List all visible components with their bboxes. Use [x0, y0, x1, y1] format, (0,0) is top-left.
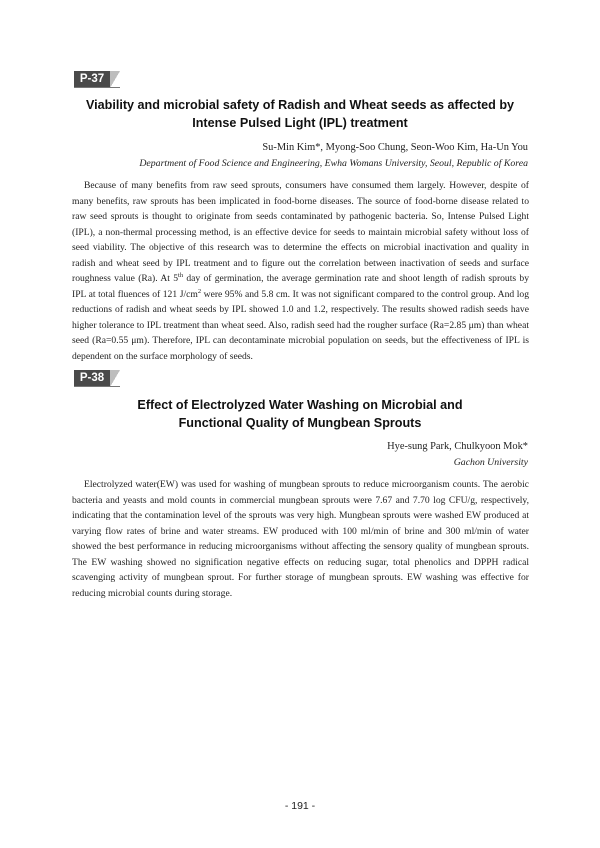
badge-label: P-37: [74, 71, 110, 88]
authors-p37: Su-Min Kim*, Myong-Soo Chung, Seon-Woo Kim, Ha-Un You: [262, 142, 528, 153]
superscript-th: th: [178, 271, 184, 279]
article-badge-p38: [74, 370, 120, 387]
title-line-2: Intense Pulsed Light (IPL) treatment: [192, 116, 408, 130]
article-badge-p37: [74, 71, 120, 88]
title-line-1: Viability and microbial safety of Radish and Wheat seeds as affected by: [85, 98, 515, 112]
abstract-text-3: were 95% and 5.8 cm. It was not significant compared to the control group. And log reductions of radish and wheat seeds by IPL showed 1.0 and 1.2, respectively. The results showed radish seeds have higher tolerance to IPL treatment than wheat seed. Also, radish seed had the rougher surface (Ra=2.85 μm) than wheat seed (Ra=0.55 μm). Therefore, IPL can decontaminate microbial population on seeds, but the effectiveness of IPL is dependent on the surface morphology of seeds.: [72, 288, 529, 362]
badge-decoration: [110, 71, 120, 88]
affiliation-p38: Gachon University: [453, 457, 528, 468]
badge-underline: [74, 87, 120, 88]
affiliation-p37: Department of Food Science and Engineering, Ewha Womans University, Seoul, Republic of Korea: [139, 158, 528, 169]
superscript-2: 2: [197, 287, 202, 295]
article-title-p37: [60, 96, 540, 132]
title-line-1: Effect of Electrolyzed Water Washing on Microbial and: [137, 398, 463, 412]
badge-label: P-38: [74, 370, 110, 387]
abstract-text-1: Because of many benefits from raw seed sprouts, consumers have consumed them largely. However, despite of many benefits, raw sprouts has been implicated in food-borne diseases. The source of food-borne disease related to raw seed sprouts is thought to originate from seeds contaminated by pathogenic bacteria. So, Intense Pulsed Light (IPL), a non-thermal processing method, is an effective device for seeds to maintain microbial safety without loss of seed viability. The objective of this research was to determine the effects on microbial inactivation and quality in radish and wheat seed by IPL treatment and to figure out the correlation between inactivation of seeds and surface roughness value (Ra). At 5: [72, 180, 529, 284]
badge-decoration: [110, 370, 120, 387]
page-number: - 191 -: [284, 800, 316, 812]
abstract-p37: [72, 178, 529, 364]
authors-p38: Hye-sung Park, Chulkyoon Mok*: [387, 441, 528, 452]
title-line-2: Functional Quality of Mungbean Sprouts: [178, 416, 422, 430]
abstract-text-2: day of germination, the average germination rate and shoot length of radish sprouts by IPL at total fluences of 121 J/cm: [72, 273, 529, 300]
badge-underline: [74, 386, 120, 387]
abstract-text: Electrolyzed water(EW) was used for washing of mungbean sprouts to reduce microorganism counts. The aerobic bacteria and yeasts and mold counts in commercial mungbean sprouts were 7.67 and 7.70 log CFU/g, respectively, indicating that the contamination level of the sprouts was very high. Mungbean sprouts were washed EW produced at varying flow rates of brine and water streams. EW produced with 100 ml/min of brine and 300 ml/min of water showed the best performance in reducing microorganisms without affecting the sensory quality of mungbean sprouts. The EW washing showed no signification negative effects on reducing sugar, total phenolics and DPPH radical scavenging activity of mungbean sprout. For further storage of mungbean sprouts. EW washing was effective for reducing microbial counts during storage.: [72, 479, 529, 599]
abstract-p38: [72, 477, 529, 601]
article-title-p38: [60, 396, 540, 432]
